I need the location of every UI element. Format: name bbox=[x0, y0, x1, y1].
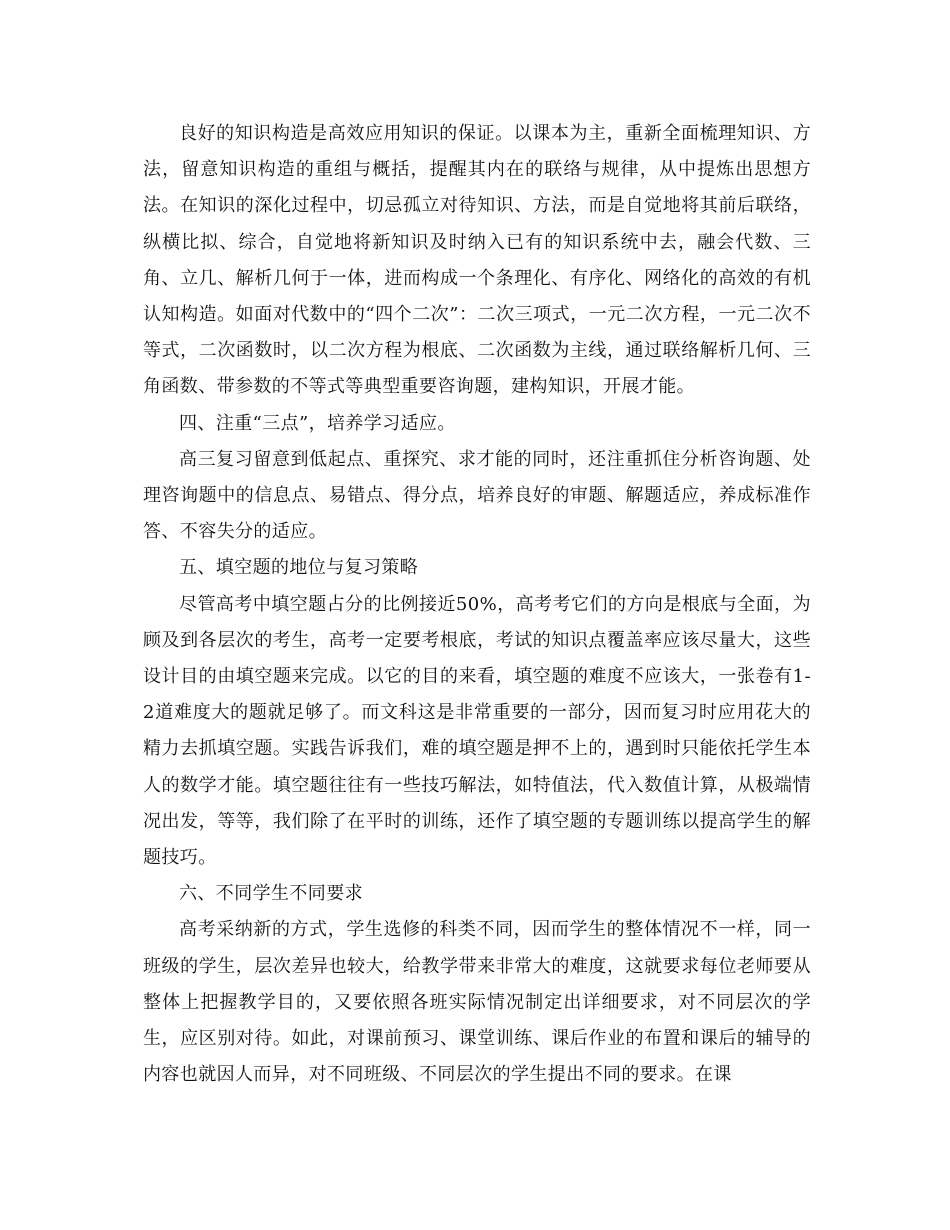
paragraph-three-points: 高三复习留意到低起点、重探究、求才能的同时，还注重抓住分析咨询题、处理咨询题中的信息点、易错点、得分点，培养良好的审题、解题适应，养成标准作答、不容失分的适应。 bbox=[143, 448, 811, 543]
paragraph-fill-in-blank: 尽管高考中填空题占分的比例接近50%，高考考它们的方向是根底与全面，为顾及到各层次的考生，高考一定要考根底，考试的知识点覆盖率应该尽量大，这些设计目的由填空题来完成。以它的目的来看，填空题的难度不应该大，一张卷有1-2道难度大的题就足够了。而文科这是非常重要的一部分，因而复习时应用花大的精力去抓填空题。实践告诉我们，难的填空题是押不上的，遇到时只能依托学生本人的数学才能。填空题往往有一些技巧解法，如特值法，代入数值计算，从极端情况出发，等等，我们除了在平时的训练，还作了填空题的专题训练以提高学生的解题技巧。 bbox=[143, 593, 811, 869]
paragraph-knowledge-structure: 良好的知识构造是高效应用知识的保证。以课本为主，重新全面梳理知识、方法，留意知识构造的重组与概括，提醒其内在的联络与规律，从中提炼出思想方法。在知识的深化过程中，切忌孤立对待知识、方法，而是自觉地将其前后联络，纵横比拟、综合，自觉地将新知识及时纳入已有的知识系统中去，融会代数、三角、立几、解析几何于一体，进而构成一个条理化、有序化、网络化的高效的有机认知构造。如面对代数中的“四个二次”：二次三项式，一元二次方程，一元二次不等式，二次函数时，以二次方程为根底、二次函数为主线，通过联络解析几何、三角函数、带参数的不等式等典型重要咨询题，建构知识，开展才能。 bbox=[143, 123, 811, 398]
paragraph-different-students: 高考采纳新的方式，学生选修的科类不同，因而学生的整体情况不一样，同一班级的学生，层次差异也较大，给教学带来非常大的难度，这就要求每位老师要从整体上把握教学目的，又要依照各班实际情况制定出详细要求，对不同层次的学生，应区别对待。如此，对课前预习、课堂训练、课后作业的布置和课后的辅导的内容也就因人而异，对不同班级、不同层次的学生提出不同的要求。在课 bbox=[143, 919, 811, 1086]
document-body bbox=[143, 116, 811, 1093]
section-heading-six: 六、不同学生不同要求 bbox=[179, 883, 363, 905]
section-heading-four: 四、注重“三点”，培养学习适应。 bbox=[179, 412, 456, 434]
section-heading-five: 五、填空题的地位与复习策略 bbox=[179, 557, 419, 579]
